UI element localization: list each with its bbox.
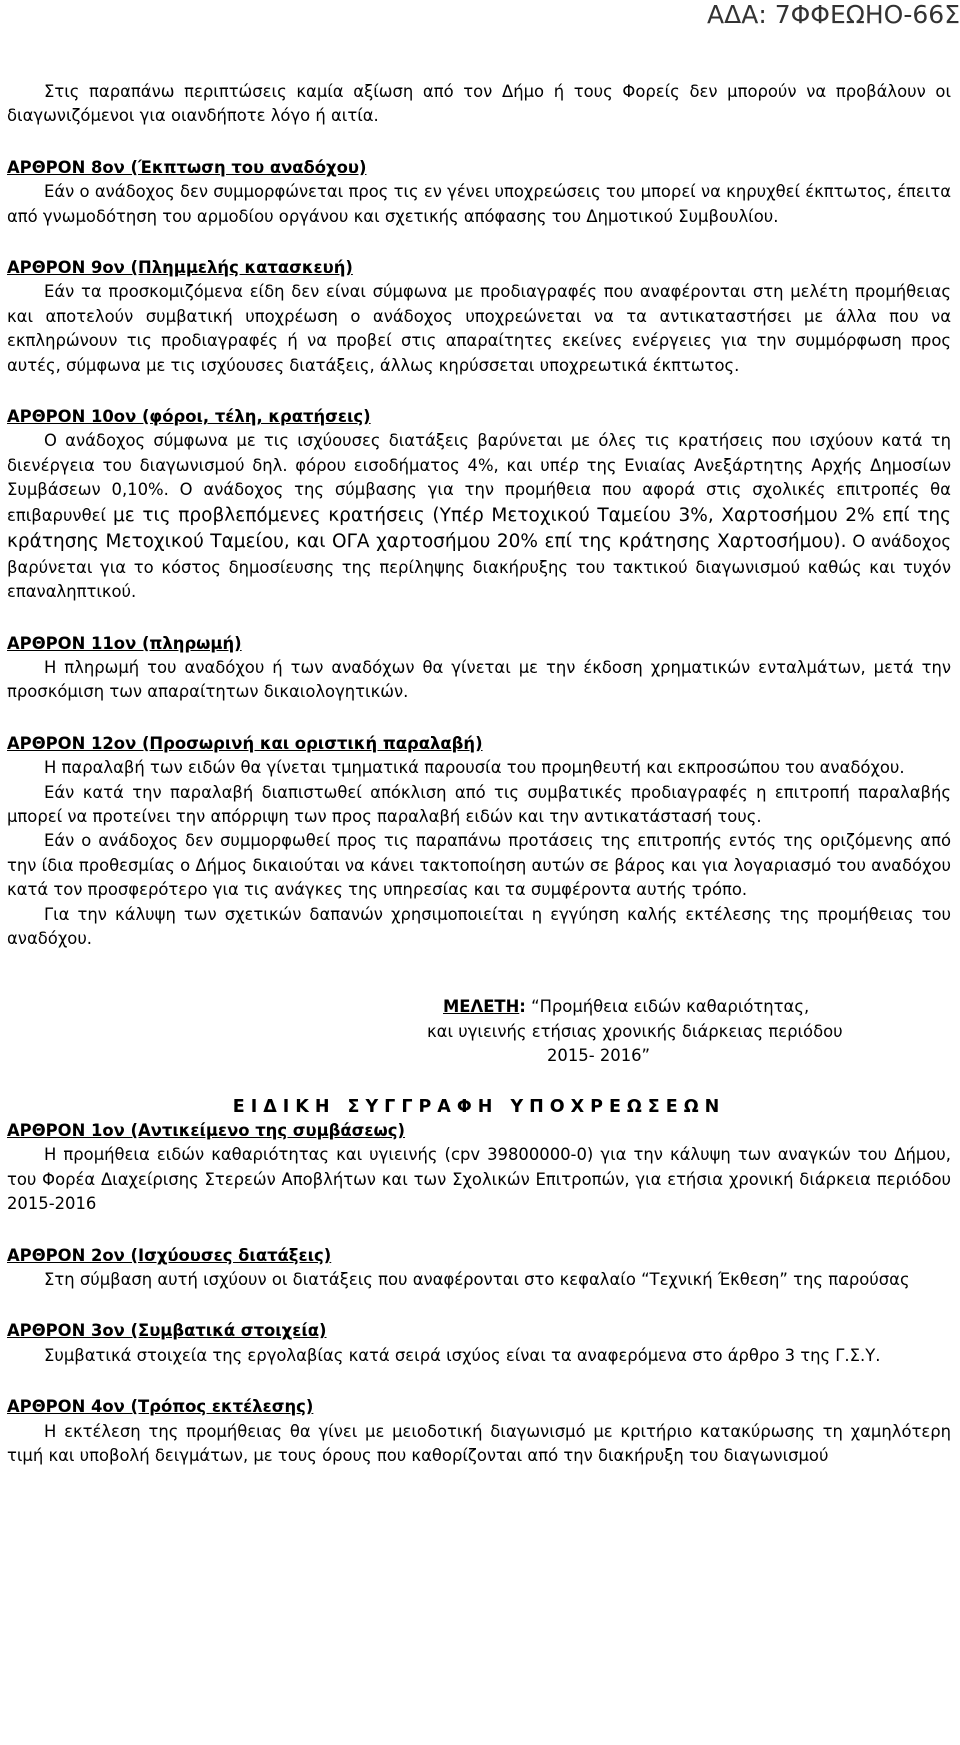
article-12-paragraph-4: Για την κάλυψη των σχετικών δαπανών χρησιμοποιείται η εγγύηση καλής εκτέλεσης της προμήθειας του αναδόχου. <box>7 904 951 948</box>
intro-paragraph: Στις παραπάνω περιπτώσεις καμία αξίωση από τον Δήμο ή τους Φορείς δεν μπορούν να προβάλουν οι διαγωνιζόμενοι για οιανδήποτε λόγο ή αιτία. <box>7 82 951 126</box>
spec-article-4-text: Η εκτέλεση της προμήθειας θα γίνει με μειοδοτική διαγωνισμό με κριτήριο κατακύρωσης τη χαμηλότερη τιμή και υποβολή δειγμάτων, με τους όρους που καθορίζονται από την διακήρυξη του διαγωνισμού <box>7 1421 951 1466</box>
article-10 <box>7 405 951 604</box>
spec-article-2-heading: ΑΡΘΡΟΝ 2ον (Ισχύουσες διατάξεις) <box>7 1245 332 1265</box>
article-9 <box>7 256 951 378</box>
document-body <box>7 80 951 1468</box>
article-11 <box>7 632 951 705</box>
ada-stamp: ΑΔΑ: 7ΦΦΕΩΗΟ-66Σ <box>707 0 960 29</box>
article-10-heading: ΑΡΘΡΟΝ 10ον (φόροι, τέλη, κρατήσεις) <box>7 407 371 427</box>
study-label-separator: : <box>519 997 526 1017</box>
study-title-block <box>427 995 951 1068</box>
spec-article-1 <box>7 1119 951 1217</box>
spec-article-3-heading: ΑΡΘΡΟΝ 3ον (Συμβατικά στοιχεία) <box>7 1321 327 1341</box>
study-label: ΜΕΛΕΤΗ <box>443 997 520 1017</box>
article-12-heading: ΑΡΘΡΟΝ 12ον (Προσωρινή και οριστική παραλαβή) <box>7 733 483 753</box>
spec-article-2 <box>7 1244 951 1293</box>
spec-article-3 <box>7 1319 951 1368</box>
article-8 <box>7 156 951 229</box>
study-line-1: “Προμήθεια ειδών καθαριότητας, <box>531 997 810 1017</box>
article-8-heading: ΑΡΘΡΟΝ 8ον (Έκπτωση του αναδόχου) <box>7 157 367 177</box>
article-11-text: Η πληρωμή του αναδόχου ή των αναδόχων θα γίνεται με την έκδοση χρηματικών ενταλμάτων, μετά την προσκόμιση των απαραίτητων δικαιολογητικών. <box>7 657 951 702</box>
article-10-text <box>7 429 951 604</box>
spec-article-1-heading: ΑΡΘΡΟΝ 1ον (Αντικείμενο της συμβάσεως) <box>7 1121 405 1140</box>
article-12-paragraph-1: Η παραλαβή των ειδών θα γίνεται τμηματικά παρουσία του προμηθευτή και εκπροσώπου του αναδόχου. <box>44 758 905 778</box>
article-12-paragraph-2: Εάν κατά την παραλαβή διαπιστωθεί απόκλιση από τις συμβατικές προδιαγραφές η επιτροπή παραλαβής μπορεί να προτείνει την απόρριψη των προς παραλαβή ειδών και την αντικατάστασή τους. <box>7 782 951 826</box>
article-12 <box>7 732 951 952</box>
study-line-2: και υγιεινής ετήσιας χρονικής διάρκειας περιόδου <box>427 1021 843 1041</box>
special-obligations-title: ΕΙΔΙΚΗ ΣΥΓΓΡΑΦΗ ΥΠΟΧΡΕΩΣΕΩΝ <box>232 1096 726 1117</box>
article-10-text-a: Ο ανάδοχος σύμφωνα με τις ισχύουσες διατάξεις βαρύνεται με όλες τις κρατήσεις που ισχύουν κατά τη διενέργεια του διαγωνισμού δηλ. φόρου εισοδήματος 4%, και υπέρ της Ενιαίας Ανεξάρτητης Αρχής Δημοσίων Συμβάσεων 0,10%. Ο ανάδοχος της σύμβασης για την προμήθεια που αφορά στις σχολικές επιτροπές θα επιβαρυνθεί <box>7 431 951 525</box>
article-11-heading: ΑΡΘΡΟΝ 11ον (πληρωμή) <box>7 633 242 653</box>
article-12-paragraph-3: Εάν ο ανάδοχος δεν συμμορφωθεί προς τις παραπάνω προτάσεις της επιτροπής εντός της οριζόμενης από την ίδια προθεσμίας ο Δήμος δικαιούται να κάνει τακτοποίηση αυτών σε βάρος και για λογαριασμό του αναδόχου κατά τον προσφερότερο για τις ανάγκες της υπηρεσίας και τα συμφέροντα αυτής τρόπο. <box>7 831 951 900</box>
spec-article-3-text: Συμβατικά στοιχεία της εργολαβίας κατά σειρά ισχύος είναι τα αναφερόμενα στο άρθρο 3 της Γ.Σ.Υ. <box>44 1345 881 1365</box>
article-8-text: Εάν ο ανάδοχος δεν συμμορφώνεται προς τις εν γένει υποχρεώσεις του μπορεί να κηρυχθεί έκπτωτος, έπειτα από γνωμοδότηση του αρμοδίου οργάνου και σχετικής απόφασης του Δημοτικού Συμβουλίου. <box>7 182 951 226</box>
article-9-heading: ΑΡΘΡΟΝ 9ον (Πλημμελής κατασκευή) <box>7 258 353 278</box>
article-10-text-c: Ο ανάδοχος βαρύνεται για το κόστος δημοσίευσης της περίληψης διακήρυξης του τακτικού διαγωνισμού καθώς και τυχόν επαναληπτικού. <box>7 532 951 602</box>
article-9-text: Εάν τα προσκομιζόμενα είδη δεν είναι σύμφωνα με προδιαγραφές που αναφέρονται στη μελέτη προμήθειας και αποτελούν συμβατική υποχρέωση ο ανάδοχος υποχρεώνεται να τα αντικαταστήσει με άλλα που να εκπληρώνουν τις προδιαγραφές ή να προβεί στις απαραίτητες εκείνες ενέργειες για την συμμόρφωση προς αυτές, σύμφωνα με τις ισχύουσες διατάξεις, άλλως κηρύσσεται υποχρεωτικά έκπτωτος. <box>7 282 951 375</box>
spec-article-1-text: Η προμήθεια ειδών καθαριότητας και υγιεινής (cpv 39800000-0) για την κάλυψη των αναγκών του Δήμου, του Φορέα Διαχείρισης Στερεών Αποβλήτων και των Σχολικών Επιτροπών, για ετήσια χρονική διάρκεια περιόδου 2015-2016 <box>7 1145 951 1214</box>
study-line-3: 2015- 2016” <box>547 1046 651 1066</box>
spec-article-4-heading: ΑΡΘΡΟΝ 4ον (Τρόπος εκτέλεσης) <box>7 1397 314 1417</box>
spec-article-4 <box>7 1395 951 1468</box>
article-10-text-b: με τις προβλεπόμενες κρατήσεις (Υπέρ Μετοχικού Ταμείου 3%, Χαρτοσήμου 2% επί της κράτησης Μετοχικού Ταμείου, και ΟΓΑ χαρτοσήμου 20% επί της κράτησης Χαρτοσήμου). <box>7 504 951 553</box>
spec-article-2-text: Στη σύμβαση αυτή ισχύουν οι διατάξεις που αναφέρονται στο κεφαλαίο “Τεχνική Έκθεση” της παρούσας <box>44 1270 910 1290</box>
